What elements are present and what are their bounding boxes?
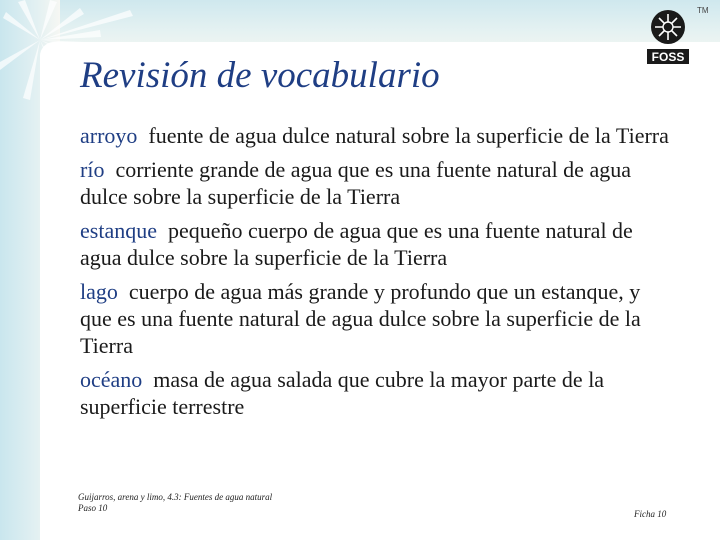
vocabulary-term: arroyo [80, 123, 138, 148]
vocabulary-term: lago [80, 279, 118, 304]
vocabulary-definition: corriente grande de agua que es una fuente natural de agua dulce sobre la superficie de la Tierra [80, 157, 631, 209]
vocabulary-item-estanque [80, 217, 670, 271]
footer-page-label: Ficha 10 [634, 509, 667, 519]
vocabulary-term: estanque [80, 218, 157, 243]
vocabulary-definition: cuerpo de agua más grande y profundo que un estanque, y que es una fuente natural de agua dulce sobre la superficie de la Tierra [80, 279, 641, 358]
page-title: Revisión de vocabulario [80, 55, 440, 96]
vocabulary-item-arroyo [80, 122, 670, 149]
logo-text: FOSS [651, 50, 685, 64]
vocabulary-item-rio [80, 156, 670, 210]
vocabulary-list [80, 122, 670, 427]
vocabulary-item-lago [80, 278, 670, 359]
vocabulary-definition: fuente de agua dulce natural sobre la superficie de la Tierra [148, 123, 669, 148]
trademark-label: TM [697, 6, 709, 15]
footer-step-line: Paso 10 [78, 503, 108, 513]
foss-logo-icon [646, 6, 690, 66]
vocabulary-item-oceano [80, 366, 670, 420]
footer-source [78, 492, 272, 514]
footer-source-line: Guijarros, arena y limo, 4.3: Fuentes de agua natural [78, 492, 273, 502]
vocabulary-term: río [80, 157, 105, 182]
vocabulary-term: océano [80, 367, 143, 392]
vocabulary-definition: masa de agua salada que cubre la mayor parte de la superficie terrestre [80, 367, 605, 419]
vocabulary-definition: pequeño cuerpo de agua que es una fuente natural de agua dulce sobre la superficie de la Tierra [80, 218, 633, 270]
